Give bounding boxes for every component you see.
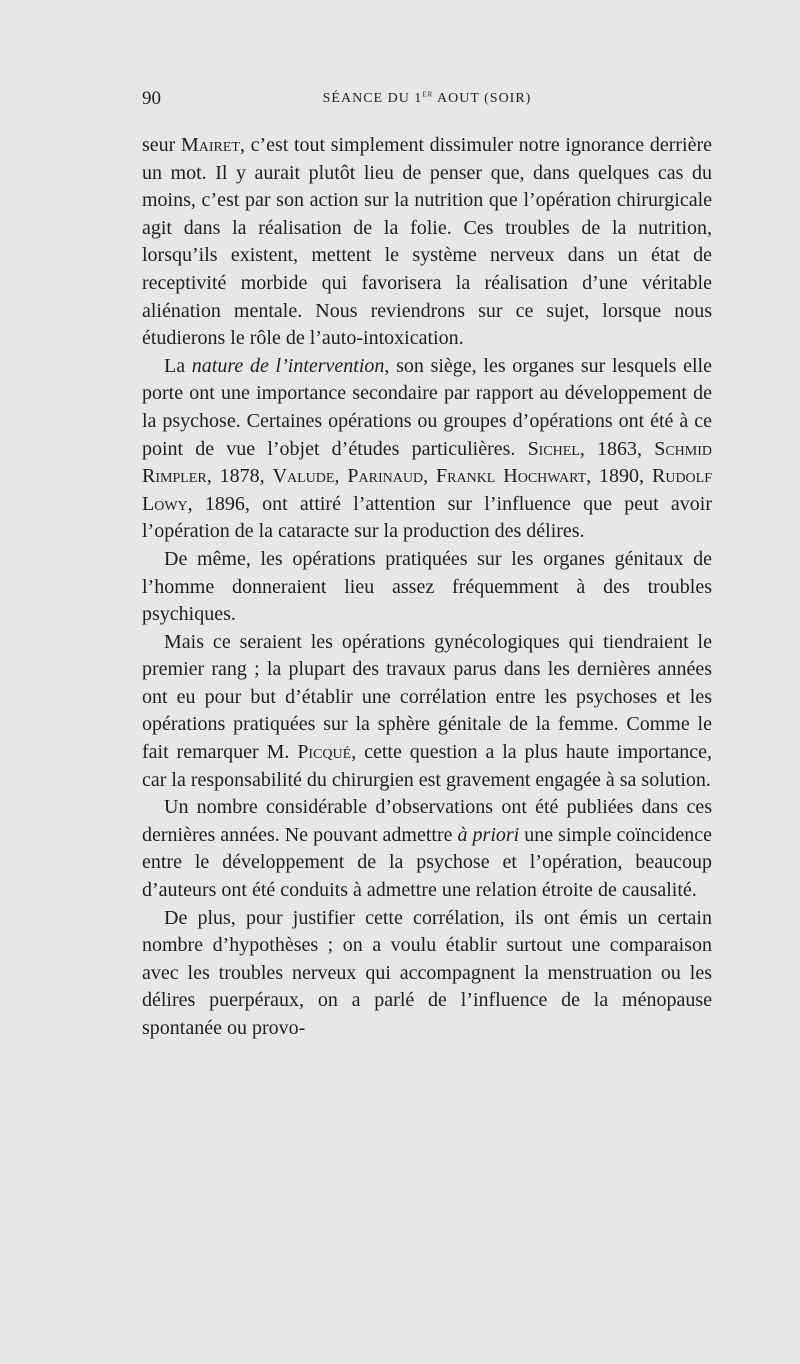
author-name: Valude — [272, 465, 335, 488]
italic-phrase: à priori — [457, 823, 520, 846]
author-name: Mairet — [180, 134, 240, 156]
author-name: Schmid Rimpler — [142, 437, 712, 488]
author-name: Parinaud — [347, 465, 424, 488]
author-name: Picqué — [297, 741, 352, 764]
paragraph-1: seur Mairet, c’est tout simplement dissimuler notre ignorance derrière un mot. Il y aurait plutôt lieu de penser que, dans quelques cas du moins, c’est par son action sur la nutrition que l’opération chirurgicale agit dans la réalisation de la folie. Ces troubles de la nutrition, lorsqu’ils existent, mettent le système nerveux dans un état de receptivité morbide qui favorisera la réalisation d’une véritable aliénation mentale. Nous reviendrons sur ce sujet, lorsque nous étudierons le rôle de l’auto-intoxication. — [142, 134, 712, 350]
paragraph-4: Mais ce seraient les opérations gynécologiques qui tiendraient le premier rang ; la plupart des travaux parus dans les dernières années ont eu pour but d’établir une corrélation entre les psychoses et les opérations pratiquées sur la sphère génitale de la femme. Comme le fait remarquer M. Picqué, cette question a la plus haute importance, car la responsabilité du chirurgien est gravement engagée à sa solution. — [142, 630, 712, 791]
paragraph-5: Un nombre considérable d’observations ont été publiées dans ces dernières années. Ne pouvant admettre à priori une simple coïncidence entre le développement de la psychose et l’opération, beaucoup d’auteurs ont été conduits à admettre une relation étroite de causalité. — [142, 796, 712, 902]
paragraph-6: De plus, pour justifier cette corrélation, ils ont émis un certain nombre d’hypothèses ; on a voulu établir surtout une comparaison avec les troubles nerveux qui accompagnent la menstruation ou les délires puerpéraux, on a parlé de l’influence de la ménopause spontanée ou provo- — [142, 906, 712, 1039]
italic-phrase: nature de l’intervention — [191, 354, 385, 377]
author-name: Frankl Hochwart — [436, 465, 587, 488]
author-name: Rudolf Lowy — [142, 465, 713, 515]
author-name: Sichel — [527, 437, 580, 460]
body-text — [142, 132, 712, 1043]
running-head: SÉANCE DU 1er AOUT (SOIR) — [322, 88, 532, 106]
page-number: 90 — [142, 88, 161, 109]
paragraph-2: La nature de l’intervention, son siège, les organes sur lesquels elle porte ont une importance secondaire par rapport au développement de la psychose. Certaines opérations ou groupes d’opérations ont été à ce point de vue l’objet d’études particulières. Sichel, 1863, Schmid Rimpler, 1878, Valude, Parinaud, Frankl Hochwart, 1890, Rudolf Lowy, 1896, ont attiré l’attention sur l’influence que peut avoir l’opération de la cataracte sur la production des délires. — [142, 354, 713, 543]
page-header — [142, 88, 712, 118]
paragraph-3: De même, les opérations pratiquées sur les organes génitaux de l’homme donneraient lieu assez fréquemment à des troubles psychiques. — [142, 547, 712, 626]
